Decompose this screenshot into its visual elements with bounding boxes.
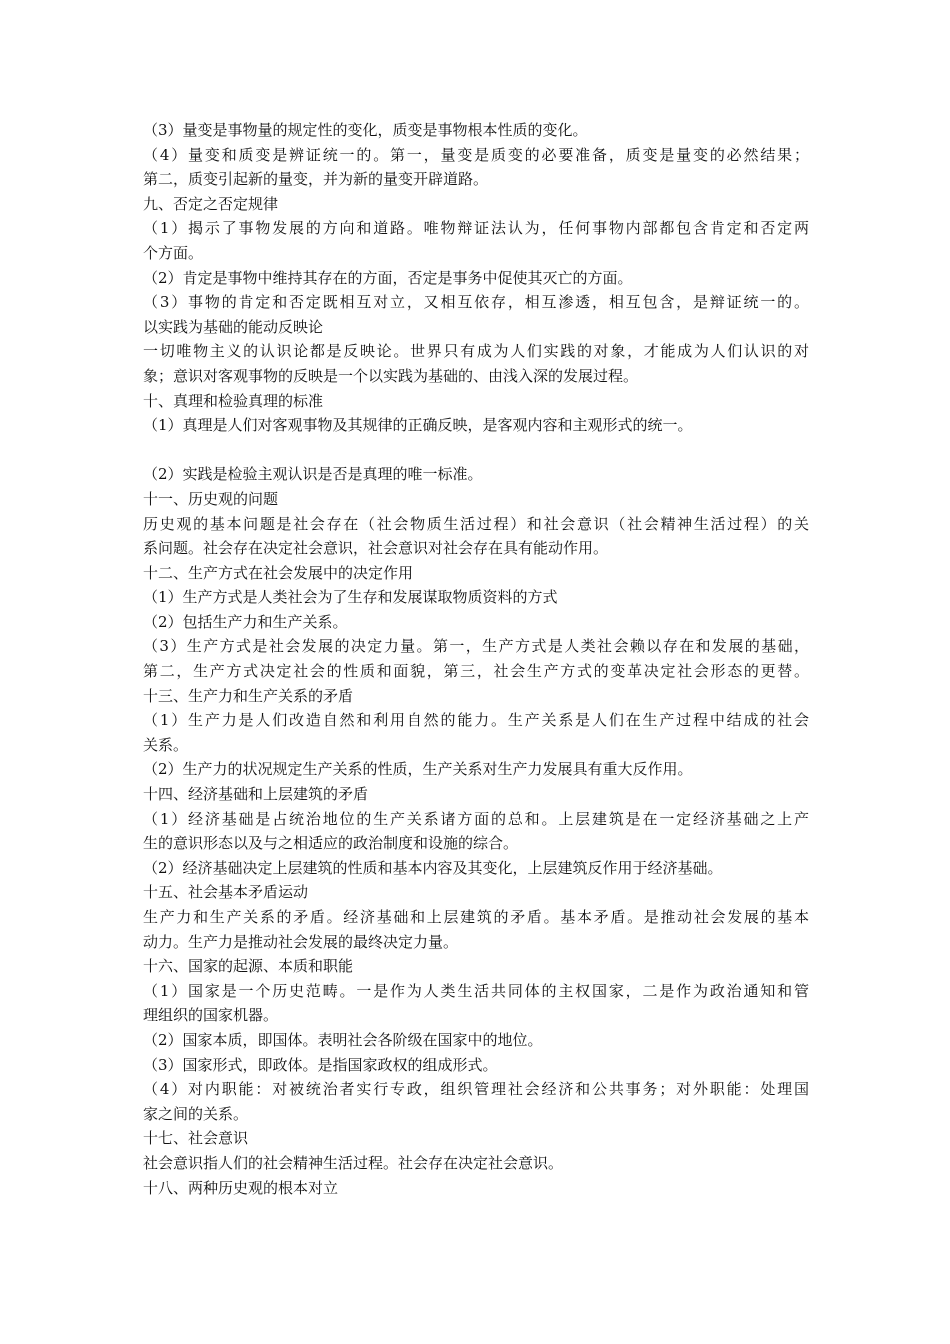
text-line: （1）揭示了事物发展的方向和道路。唯物辩证法认为，任何事物内部都包含肯定和否定两 (143, 219, 809, 238)
text-line: （4）对内职能：对被统治者实行专政，组织管理社会经济和公共事务；对外职能：处理国 (143, 1080, 809, 1099)
text-line: 第二，生产方式决定社会的性质和面貌，第三，社会生产方式的变革决定社会形态的更替。 (143, 662, 809, 681)
text-line: 动力。生产力是推动社会发展的最终决定力量。 (143, 932, 459, 951)
text-line: （2）国家本质，即国体。表明社会各阶级在国家中的地位。 (143, 1030, 543, 1049)
text-line: 关系。 (143, 735, 189, 754)
text-line: 家之间的关系。 (143, 1104, 249, 1123)
text-line: （2）实践是检验主观认识是否是真理的唯一标准。 (143, 465, 483, 484)
text-line: （1）国家是一个历史范畴。一是作为人类生活共同体的主权国家，二是作为政治通知和管 (143, 981, 809, 1000)
text-line: （3）量变是事物量的规定性的变化，质变是事物根本性质的变化。 (143, 121, 588, 139)
text-line: （1）经济基础是占统治地位的生产关系诸方面的总和。上层建筑是在一定经济基础之上产 (143, 809, 809, 828)
text-line: 历史观的基本问题是社会存在（社会物质生活过程）和社会意识（社会精神生活过程）的关 (143, 514, 809, 533)
text-line: （1）生产方式是人类社会为了生存和发展谋取物质资料的方式 (143, 588, 558, 607)
blank-line (143, 438, 809, 463)
text-line: 理组织的国家机器。 (143, 1006, 279, 1025)
text-line: 个方面。 (143, 243, 204, 262)
text-line: 社会意识指人们的社会精神生活过程。社会存在决定社会意识。 (143, 1153, 564, 1172)
text-line: 十二、生产方式在社会发展中的决定作用 (143, 563, 414, 582)
text-line: 十一、历史观的问题 (143, 489, 279, 508)
text-line: 一切唯物主义的认识论都是反映论。世界只有成为人们实践的对象，才能成为人们认识的对 (143, 342, 809, 361)
text-line: 十八、两种历史观的根本对立 (143, 1178, 339, 1197)
text-line: （3）事物的肯定和否定既相互对立，又相互依存，相互渗透，相互包含，是辩证统一的。 (143, 293, 809, 312)
text-line: 生的意识形态以及与之相适应的政治制度和设施的综合。 (143, 834, 519, 853)
text-line: 十四、经济基础和上层建筑的矛盾 (143, 785, 369, 804)
text-line: 系问题。社会存在决定社会意识，社会意识对社会存在具有能动作用。 (143, 539, 609, 558)
text-line: 生产力和生产关系的矛盾。经济基础和上层建筑的矛盾。基本矛盾。是推动社会发展的基本 (143, 908, 809, 926)
text-line: 十、真理和检验真理的标准 (143, 391, 324, 410)
text-line: 九、否定之否定规律 (143, 194, 279, 213)
text-line: （3）国家形式，即政体。是指国家政权的组成形式。 (143, 1055, 498, 1074)
text-line: （1）生产力是人们改造自然和利用自然的能力。生产关系是人们在生产过程中结成的社会 (143, 711, 809, 730)
text-line: 十三、生产力和生产关系的矛盾 (143, 686, 354, 705)
text-line: （4）量变和质变是辨证统一的。第一，量变是质变的必要准备，质变是量变的必然结果； (143, 145, 809, 164)
text-line: 十六、国家的起源、本质和职能 (143, 957, 354, 976)
text-line: 十七、社会意识 (143, 1129, 249, 1148)
text-line: （2）经济基础决定上层建筑的性质和基本内容及其变化，上层建筑反作用于经济基础。 (143, 858, 723, 877)
text-line: （1）真理是人们对客观事物及其规律的正确反映，是客观内容和主观形式的统一。 (143, 416, 693, 435)
text-line: （3）生产方式是社会发展的决定力量。第一，生产方式是人类社会赖以存在和发展的基础， (143, 637, 809, 656)
text-line: 象；意识对客观事物的反映是一个以实践为基础的、由浅入深的发展过程。 (143, 366, 639, 385)
text-line: （2）包括生产力和生产关系。 (143, 612, 348, 631)
text-line: 十五、社会基本矛盾运动 (143, 883, 309, 902)
text-line: 以实践为基础的能动反映论 (143, 317, 324, 336)
text-line: （2）生产力的状况规定生产关系的性质，生产关系对生产力发展具有重大反作用。 (143, 760, 693, 779)
text-line: 第二，质变引起新的量变，并为新的量变开辟道路。 (143, 170, 489, 189)
document-page (143, 118, 809, 1200)
text-line: （2）肯定是事物中维持其存在的方面，否定是事务中促使其灭亡的方面。 (143, 268, 633, 287)
